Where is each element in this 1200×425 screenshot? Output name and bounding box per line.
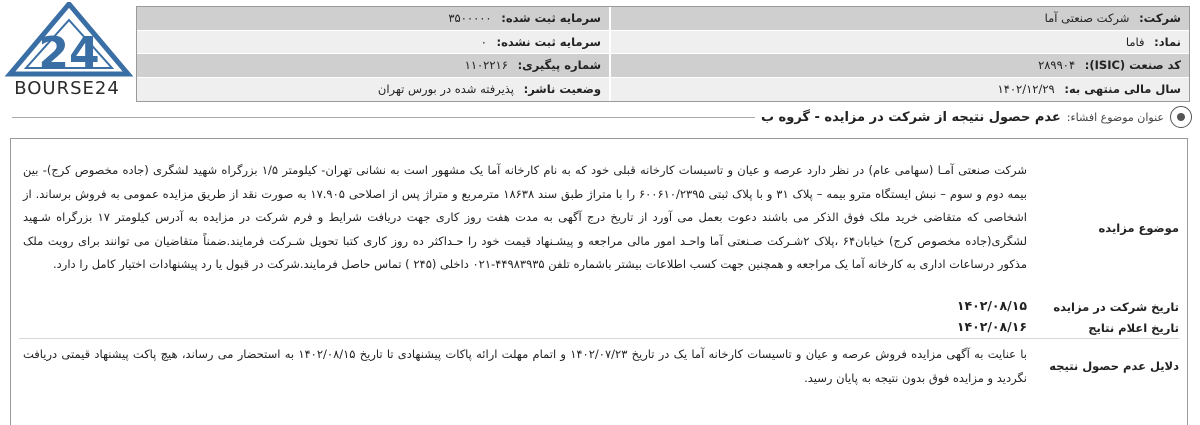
disclosure-details — [10, 138, 1188, 425]
tracking-number-value: ۱۱۰۲۲۱۶ — [464, 58, 508, 72]
reasons-text: با عنایت به آگهی مزایده فروش عرصه و عیان و تاسیسات کارخانه آما یک در تاریخ ۱۴۰۲/۰۷/۲۳ و اتمام مهلت ارائه پاکات پیشنهادی تا تاریخ ۱۴۰۲/۰۸/۱۵ به استحضار می رساند، هیچ پاکت پیشنهاد قیمتی دریافت نگردید و مزایده فوق بدون نتیجه به پایان رسید. — [23, 347, 1027, 385]
announcement-date-label: تاریخ اعلام نتایج — [1088, 321, 1179, 335]
isic-label: کد صنعت (ISIC): — [1084, 58, 1181, 72]
registered-capital-value: ۳۵۰۰۰۰۰ — [448, 11, 492, 25]
info-cell-unregistered-capital — [137, 31, 609, 54]
logo-text: BOURSE24 — [14, 78, 120, 99]
company-value: شرکت صنعتی آما — [1044, 11, 1130, 25]
divider — [19, 338, 1179, 339]
registered-capital-label: سرمایه ثبت شده: — [501, 11, 601, 25]
fiscal-year-label: سال مالی منتهی به: — [1064, 81, 1181, 96]
company-info-table — [136, 6, 1190, 102]
info-cell-publisher-status — [137, 78, 609, 102]
info-cell-company — [609, 7, 1189, 30]
target-bullet-icon — [1170, 106, 1192, 128]
info-row — [137, 54, 1189, 78]
publisher-status-label: وضعیت ناشر: — [523, 81, 601, 96]
logo-emblem-icon — [4, 2, 134, 82]
logo-numeral: 24 — [38, 28, 100, 79]
tracking-number-label: شماره پیگیری: — [517, 58, 601, 72]
info-cell-fiscal-year — [609, 78, 1189, 102]
announcement-date-value: ۱۴۰۲/۰۸/۱۶ — [956, 319, 1027, 334]
company-label: شرکت: — [1139, 11, 1181, 25]
unregistered-capital-value: ۰ — [480, 34, 487, 49]
info-row — [137, 31, 1189, 55]
info-cell-registered-capital — [137, 7, 609, 30]
info-cell-symbol — [609, 31, 1189, 54]
reasons-label: دلایل عدم حصول نتیجه — [1049, 359, 1179, 373]
info-cell-isic — [609, 54, 1189, 77]
info-cell-tracking-number — [137, 54, 609, 77]
participation-date-label: تاریخ شرکت در مزایده — [1053, 300, 1179, 314]
disclosure-subject — [12, 102, 1192, 132]
info-row — [137, 78, 1189, 102]
subject-label: عنوان موضوع افشاء: — [1066, 110, 1164, 124]
symbol-label: نماد: — [1154, 34, 1181, 49]
symbol-value: فاما — [1125, 34, 1145, 49]
isic-value: ۲۸۹۹۰۴ — [1038, 58, 1076, 72]
auction-subject-text: شرکت صنعتی آمـا (سهامی عام) در نظر دارد عرصه و عیان و تاسیسات کارخانه قبلی خود که به نام کارخانه آما یک مشهور است به نشانی تهران- کیلومتر ۱/۵ بزرگراه شهید لشگری (جاده مخصوص کرج)- بین بیمه دوم و سوم – نبش ایستگاه مترو بیمه – پلاک ۳۱ و با پلاک ثبتی ۶۰۰۶۱۰/۲۳۹۵ را با متراژ طبق سند ۱۸۶۳۸ مترمربع و متراژ پس از اصلاحی ۱۷.۹۰۵ به صورت نقد از طریق مزایده عمومی به فروش برساند. از اشخاصی که متقاضی خرید ملک فوق الذکر می باشند دعوت بعمل می آورد از تاریخ درج آگهی به مدت هفت روز کاری جهت دریافت شرایط و فرم شرکت در مزایده به آدرس کیلومتر ۱۷ بزرگراه شـهید لشگری(جاده مخصوص کرج) خیابان۶۴ ،پلاک ۲شـرکت صـنعتی آما واحـد امور مالی مراجعه و پیشـنهاد قیمت خود را حـداکثر ده روز کاری کتبا تحویل شـرکت فرمایند.ضمناً متقاضیان می توانند برای رویت ملک مذکور درساعات اداری به کارخانه آما یک مراجعه و همچنین جهت کسب اطلاعات بیشتر باشماره تلفن ۴۴۹۸۳۹۳۵-۰۲۱ داخلی (۲۴۵ ) تماس حاصل فرمایند.شرکت در قبول یا رد پیشنهادات اختیار کامل را دارد. — [23, 163, 1027, 271]
participation-date-value: ۱۴۰۲/۰۸/۱۵ — [956, 298, 1027, 313]
info-row — [137, 7, 1189, 31]
divider — [12, 117, 755, 118]
fiscal-year-value: ۱۴۰۲/۱۲/۲۹ — [997, 81, 1055, 96]
unregistered-capital-label: سرمایه ثبت نشده: — [496, 34, 601, 49]
auction-subject-label: موضوع مزایده — [1098, 221, 1179, 235]
subject-title: عدم حصول نتیجه از شرکت در مزایده - گروه ب — [760, 109, 1061, 125]
publisher-status-value: پذیرفته شده در بورس تهران — [377, 81, 515, 96]
